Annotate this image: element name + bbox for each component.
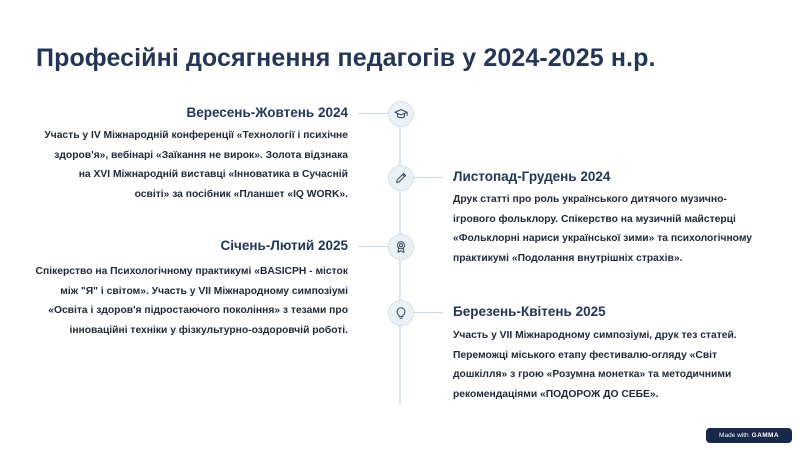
timeline-node-4 (388, 300, 414, 326)
connector-3 (358, 246, 388, 247)
lightbulb-icon (394, 306, 408, 320)
entry-text-4: Участь у VII Міжнародному симпозіумі, друк тез статей. Переможці міського етапу фестивалю-огляду «Світ дошкілля» з грою «Розумна монетка» та методичними рекомендаціями «ПОДОРОЖ ДО СЕБЕ». (453, 330, 737, 400)
connector-4 (413, 312, 443, 313)
connector-1 (358, 113, 388, 114)
connector-2 (413, 177, 443, 178)
badge-brand: GAMMA (751, 432, 779, 439)
timeline-node-3 (388, 234, 414, 260)
timeline-node-1 (388, 101, 414, 127)
page-title: Професійні досягнення педагогів у 2024-2025 н.р. (36, 44, 656, 72)
entry-text-3: Спікерство на Психологічному практикумі «BASICPH - місток між "Я" і світом». Участь у VII Міжнародному симпозіумі «Освіта і здоров'я підростаючого покоління» з тезами про інноваційні техніки у фізкультурно-оздоровчій роботі. (35, 266, 348, 336)
graduation-cap-icon (394, 107, 408, 121)
timeline-node-2 (388, 165, 414, 191)
entry-period-3: Січень-Лютий 2025 (220, 238, 348, 253)
entry-period-2: Листопад-Грудень 2024 (453, 169, 611, 184)
entry-text-1: Участь у IV Міжнародній конференції «Технології і психічне здоров'я», вебінарі «Заїкання не вирок». Золота відзнака на XVI Міжнародній виставці «Інноватика в Сучасній освіті» за посібник «Планшет «IQ WORK». (44, 130, 348, 200)
pencil-icon (394, 171, 408, 185)
entry-text-2: Друк статті про роль українського дитячого музично-ігрового фольклору. Спікерство на музичній майстерці «Фольклорні нариси української зими» та психологічному практикумі «Подолання внутрішніх страхів». (453, 194, 753, 264)
award-icon (394, 240, 408, 254)
entry-period-1: Вересень-Жовтень 2024 (186, 105, 348, 120)
entry-period-4: Березень-Квітень 2025 (453, 304, 606, 319)
badge-prefix: Made with (719, 432, 749, 439)
made-with-badge[interactable] (706, 428, 792, 443)
